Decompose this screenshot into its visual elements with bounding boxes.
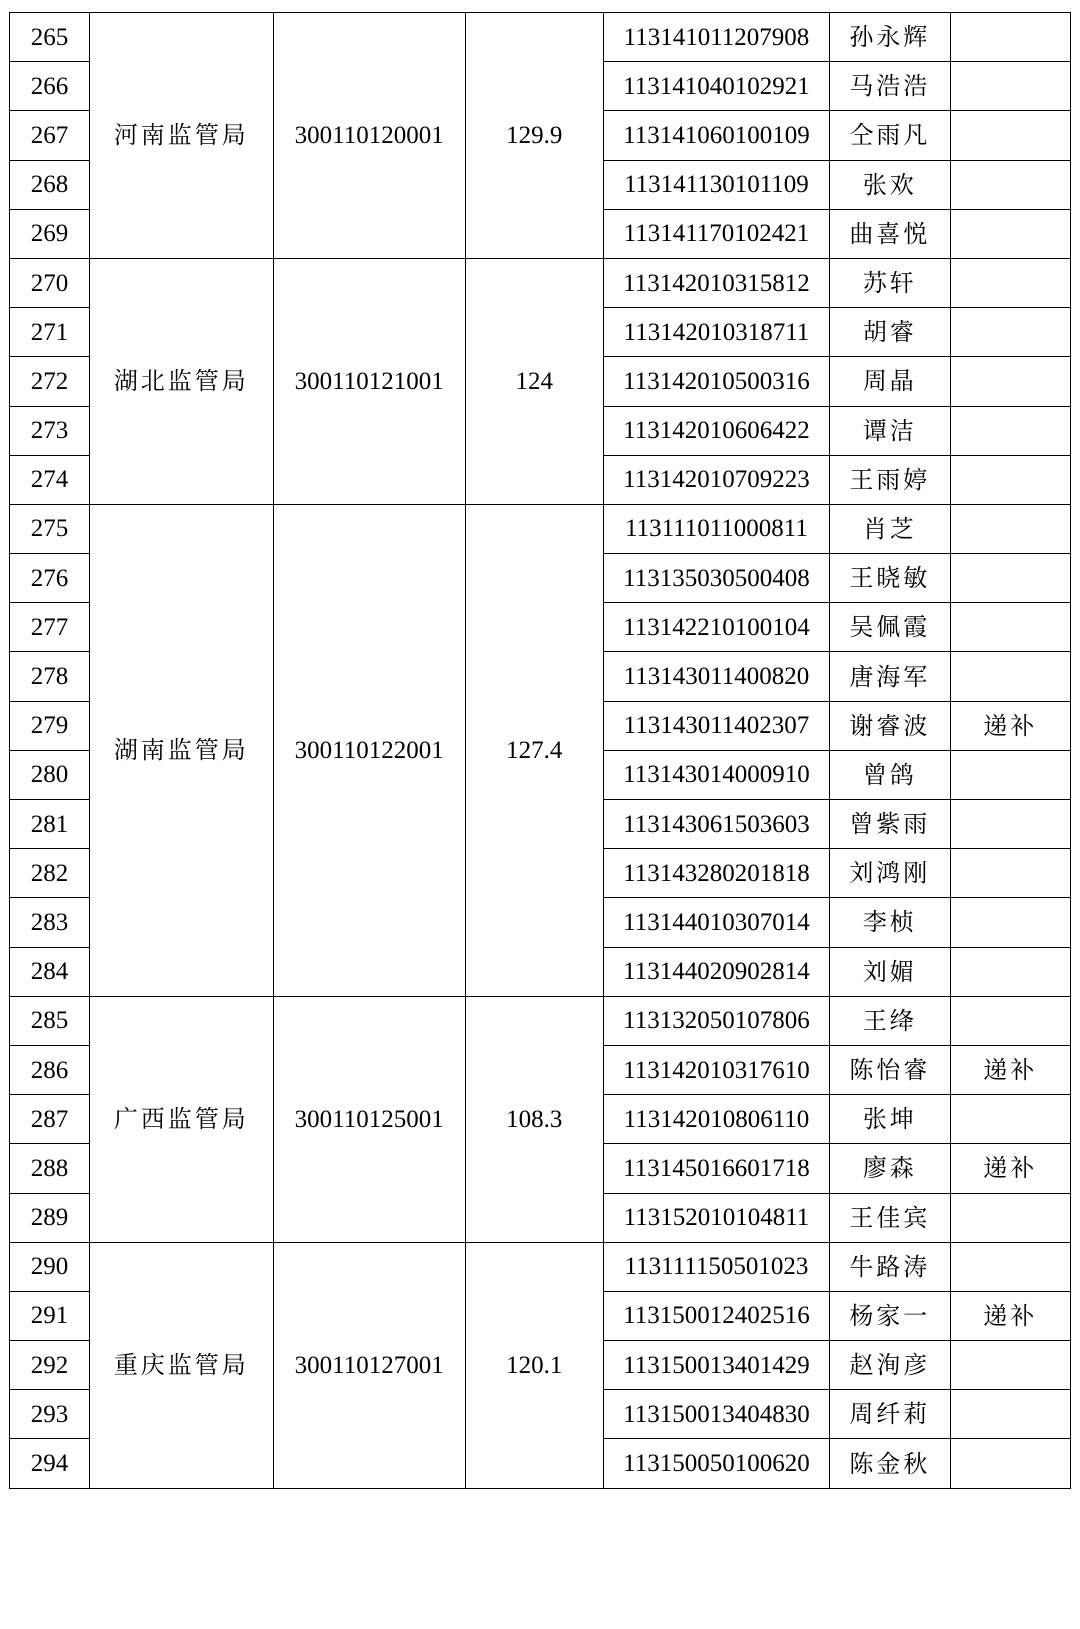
seq-cell: 276 — [10, 554, 90, 603]
name-cell: 肖芝 — [830, 504, 950, 553]
name-cell: 吴佩霞 — [830, 603, 950, 652]
name-cell: 张欢 — [830, 160, 950, 209]
exam-id-cell: 113141170102421 — [603, 209, 829, 258]
remark-cell — [950, 800, 1070, 849]
remark-cell — [950, 898, 1070, 947]
score-line-cell: 129.9 — [465, 13, 603, 259]
position-code-cell: 300110122001 — [273, 504, 465, 996]
name-cell: 王绛 — [830, 996, 950, 1045]
seq-cell: 280 — [10, 750, 90, 799]
remark-cell — [950, 406, 1070, 455]
exam-id-cell: 113152010104811 — [603, 1193, 829, 1242]
seq-cell: 277 — [10, 603, 90, 652]
seq-cell: 267 — [10, 111, 90, 160]
remark-cell — [950, 1341, 1070, 1390]
remark-cell — [950, 160, 1070, 209]
seq-cell: 284 — [10, 947, 90, 996]
seq-cell: 281 — [10, 800, 90, 849]
remark-cell — [950, 750, 1070, 799]
remark-cell — [950, 455, 1070, 504]
remark-cell — [950, 308, 1070, 357]
exam-id-cell: 113142010317610 — [603, 1045, 829, 1094]
remark-cell — [950, 1242, 1070, 1291]
name-cell: 王雨婷 — [830, 455, 950, 504]
exam-id-cell: 113141011207908 — [603, 13, 829, 62]
name-cell: 曾鸽 — [830, 750, 950, 799]
exam-id-cell: 113143014000910 — [603, 750, 829, 799]
name-cell: 苏轩 — [830, 258, 950, 307]
seq-cell: 275 — [10, 504, 90, 553]
seq-cell: 288 — [10, 1144, 90, 1193]
exam-id-cell: 113144020902814 — [603, 947, 829, 996]
remark-cell — [950, 62, 1070, 111]
name-cell: 周纤莉 — [830, 1390, 950, 1439]
table-row — [10, 258, 1071, 307]
seq-cell: 268 — [10, 160, 90, 209]
name-cell: 唐海军 — [830, 652, 950, 701]
seq-cell: 269 — [10, 209, 90, 258]
remark-cell — [950, 504, 1070, 553]
name-cell: 刘媚 — [830, 947, 950, 996]
name-cell: 牛路涛 — [830, 1242, 950, 1291]
score-line-cell: 108.3 — [465, 996, 603, 1242]
exam-id-cell: 113144010307014 — [603, 898, 829, 947]
table-row — [10, 996, 1071, 1045]
seq-cell: 293 — [10, 1390, 90, 1439]
seq-cell: 279 — [10, 701, 90, 750]
seq-cell: 271 — [10, 308, 90, 357]
exam-id-cell: 113143061503603 — [603, 800, 829, 849]
name-cell: 谭洁 — [830, 406, 950, 455]
name-cell: 王晓敏 — [830, 554, 950, 603]
exam-id-cell: 113135030500408 — [603, 554, 829, 603]
seq-cell: 286 — [10, 1045, 90, 1094]
seq-cell: 291 — [10, 1291, 90, 1340]
name-cell: 王佳宾 — [830, 1193, 950, 1242]
name-cell: 刘鸿刚 — [830, 849, 950, 898]
seq-cell: 265 — [10, 13, 90, 62]
name-cell: 张坤 — [830, 1095, 950, 1144]
seq-cell: 274 — [10, 455, 90, 504]
name-cell: 陈金秋 — [830, 1439, 950, 1488]
score-line-cell: 124 — [465, 258, 603, 504]
exam-id-cell: 113142010606422 — [603, 406, 829, 455]
remark-cell: 递补 — [950, 1045, 1070, 1094]
seq-cell: 283 — [10, 898, 90, 947]
score-line-cell: 127.4 — [465, 504, 603, 996]
seq-cell: 285 — [10, 996, 90, 1045]
bureau-cell: 湖北监管局 — [89, 258, 273, 504]
exam-id-cell: 113143280201818 — [603, 849, 829, 898]
remark-cell — [950, 209, 1070, 258]
exam-id-cell: 113111011000811 — [603, 504, 829, 553]
bureau-cell: 湖南监管局 — [89, 504, 273, 996]
name-cell: 仝雨凡 — [830, 111, 950, 160]
name-cell: 周晶 — [830, 357, 950, 406]
remark-cell: 递补 — [950, 701, 1070, 750]
exam-id-cell: 113142010806110 — [603, 1095, 829, 1144]
table-row — [10, 13, 1071, 62]
exam-id-cell: 113141060100109 — [603, 111, 829, 160]
name-cell: 曾紫雨 — [830, 800, 950, 849]
seq-cell: 287 — [10, 1095, 90, 1144]
score-line-cell: 120.1 — [465, 1242, 603, 1488]
exam-id-cell: 113150013404830 — [603, 1390, 829, 1439]
exam-id-cell: 113150013401429 — [603, 1341, 829, 1390]
remark-cell — [950, 258, 1070, 307]
name-cell: 赵洵彦 — [830, 1341, 950, 1390]
seq-cell: 289 — [10, 1193, 90, 1242]
name-cell: 胡睿 — [830, 308, 950, 357]
name-cell: 廖森 — [830, 1144, 950, 1193]
remark-cell — [950, 947, 1070, 996]
seq-cell: 290 — [10, 1242, 90, 1291]
name-cell: 杨家一 — [830, 1291, 950, 1340]
exam-id-cell: 113141130101109 — [603, 160, 829, 209]
seq-cell: 270 — [10, 258, 90, 307]
exam-id-cell: 113142010318711 — [603, 308, 829, 357]
exam-id-cell: 113150050100620 — [603, 1439, 829, 1488]
exam-id-cell: 113142010315812 — [603, 258, 829, 307]
remark-cell: 递补 — [950, 1291, 1070, 1340]
remark-cell — [950, 1390, 1070, 1439]
remark-cell — [950, 554, 1070, 603]
remark-cell — [950, 13, 1070, 62]
position-code-cell: 300110120001 — [273, 13, 465, 259]
bureau-cell: 重庆监管局 — [89, 1242, 273, 1488]
remark-cell: 递补 — [950, 1144, 1070, 1193]
name-cell: 孙永辉 — [830, 13, 950, 62]
seq-cell: 273 — [10, 406, 90, 455]
seq-cell: 272 — [10, 357, 90, 406]
table-row — [10, 504, 1071, 553]
name-cell: 马浩浩 — [830, 62, 950, 111]
position-code-cell: 300110125001 — [273, 996, 465, 1242]
exam-id-cell: 113142210100104 — [603, 603, 829, 652]
remark-cell — [950, 996, 1070, 1045]
exam-id-cell: 113141040102921 — [603, 62, 829, 111]
remark-cell — [950, 849, 1070, 898]
remark-cell — [950, 357, 1070, 406]
exam-id-cell: 113142010709223 — [603, 455, 829, 504]
remark-cell — [950, 111, 1070, 160]
position-code-cell: 300110127001 — [273, 1242, 465, 1488]
bureau-cell: 广西监管局 — [89, 996, 273, 1242]
exam-id-cell: 113142010500316 — [603, 357, 829, 406]
seq-cell: 292 — [10, 1341, 90, 1390]
seq-cell: 294 — [10, 1439, 90, 1488]
exam-id-cell: 113143011402307 — [603, 701, 829, 750]
seq-cell: 282 — [10, 849, 90, 898]
remark-cell — [950, 652, 1070, 701]
exam-id-cell: 113145016601718 — [603, 1144, 829, 1193]
remark-cell — [950, 1439, 1070, 1488]
exam-id-cell: 113132050107806 — [603, 996, 829, 1045]
name-cell: 陈怡睿 — [830, 1045, 950, 1094]
exam-id-cell: 113111150501023 — [603, 1242, 829, 1291]
name-cell: 李桢 — [830, 898, 950, 947]
remark-cell — [950, 1095, 1070, 1144]
exam-id-cell: 113150012402516 — [603, 1291, 829, 1340]
table-body — [10, 13, 1071, 1489]
exam-id-cell: 113143011400820 — [603, 652, 829, 701]
seq-cell: 278 — [10, 652, 90, 701]
table-row — [10, 1242, 1071, 1291]
candidate-table — [9, 12, 1071, 1489]
seq-cell: 266 — [10, 62, 90, 111]
name-cell: 曲喜悦 — [830, 209, 950, 258]
bureau-cell: 河南监管局 — [89, 13, 273, 259]
remark-cell — [950, 1193, 1070, 1242]
name-cell: 谢睿波 — [830, 701, 950, 750]
position-code-cell: 300110121001 — [273, 258, 465, 504]
remark-cell — [950, 603, 1070, 652]
